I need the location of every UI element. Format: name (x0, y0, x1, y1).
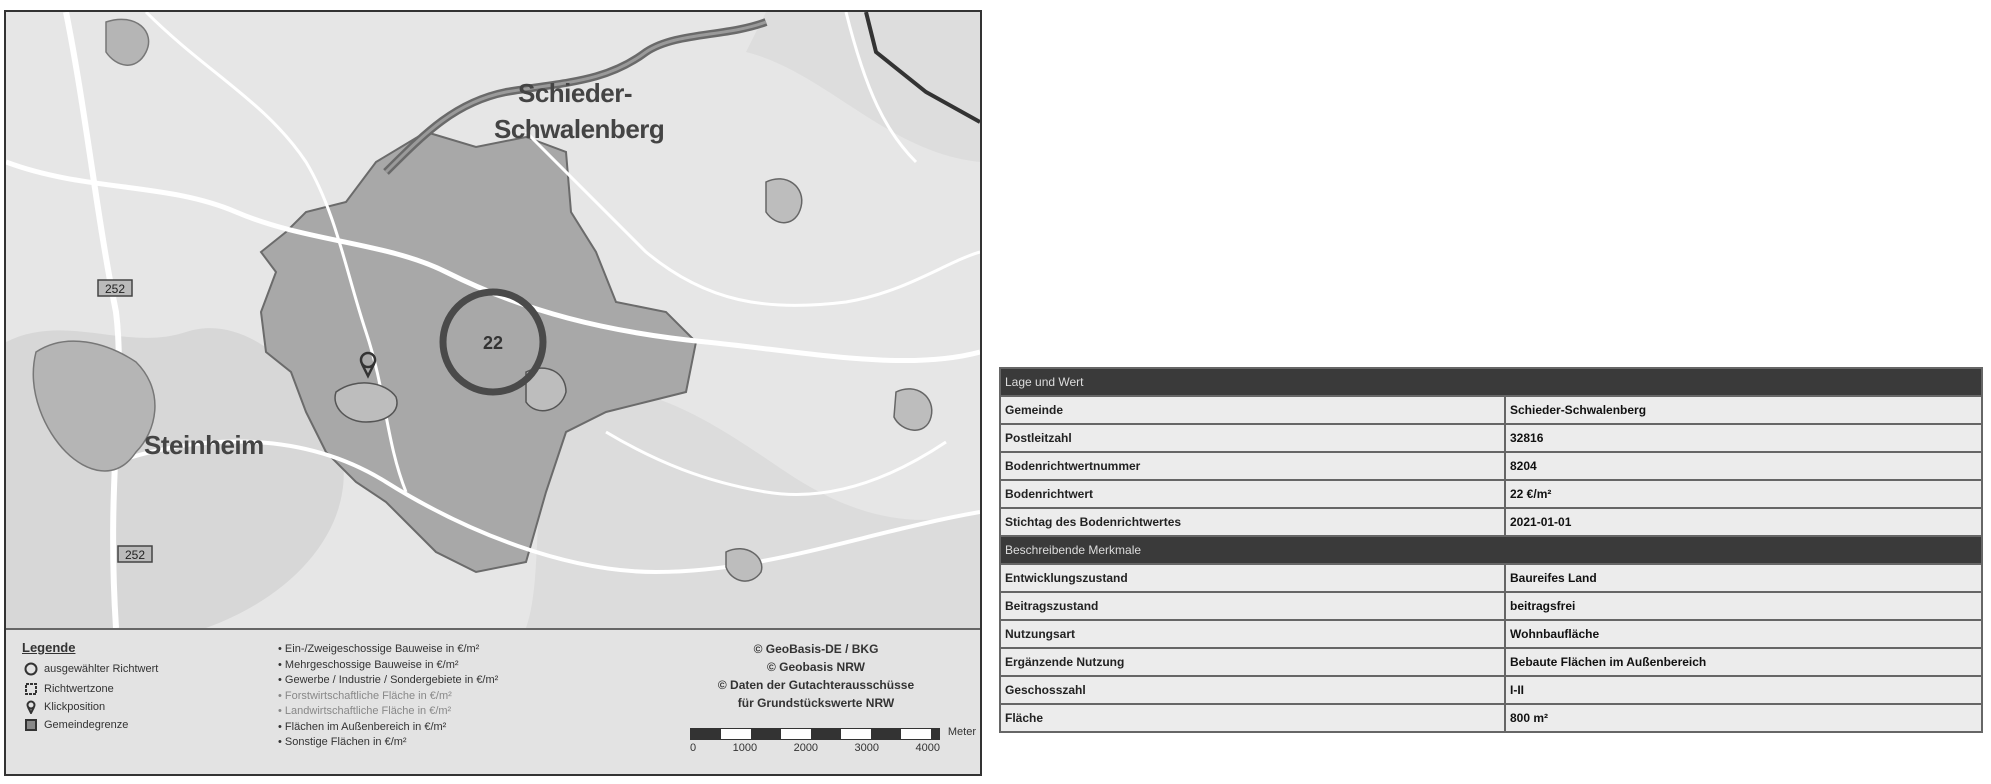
scale-tick: 0 (690, 742, 697, 754)
row-value: beitragsfrei (1505, 592, 1982, 620)
legend-label: Gemeindegrenze (44, 719, 129, 731)
row-value: 800 m² (1505, 704, 1982, 732)
legend-item-boundary (24, 718, 128, 732)
table-row (1000, 480, 1982, 508)
price-category: • Ein-/Zweigeschossige Bauweise in €/m² (278, 642, 498, 658)
scale-tick: 4000 (915, 742, 940, 754)
legend-price-categories (278, 642, 498, 751)
map-credits (666, 640, 966, 712)
scale-bar (690, 726, 976, 754)
row-label: Postleitzahl (1000, 424, 1505, 452)
map-legend (6, 628, 980, 774)
place-label-schieder-line1: Schieder- (518, 78, 632, 108)
scale-unit: Meter (947, 726, 976, 738)
legend-item-click (24, 700, 105, 714)
row-value: 8204 (1505, 452, 1982, 480)
scale-bar-graphic (690, 728, 940, 740)
scale-tick: 1000 (732, 742, 758, 754)
price-category: • Flächen im Außenbereich in €/m² (278, 720, 498, 736)
place-label-schieder-line2: Schwalenberg (494, 114, 665, 144)
row-label: Beitragszustand (1000, 592, 1505, 620)
row-label: Bodenrichtwert (1000, 480, 1505, 508)
legend-item-selected (24, 662, 158, 676)
row-label: Bodenrichtwertnummer (1000, 452, 1505, 480)
legend-label: ausgewählter Richtwert (44, 663, 159, 675)
legend-label: Richtwertzone (44, 683, 114, 695)
table-row (1000, 648, 1982, 676)
legend-label: Klickposition (44, 701, 106, 713)
section-title: Beschreibende Merkmale (1000, 536, 1982, 564)
row-value: Baureifes Land (1505, 564, 1982, 592)
map-canvas[interactable] (6, 12, 980, 628)
road-shield-label: 252 (104, 282, 126, 296)
zone-icon (24, 682, 38, 696)
section-header (1000, 368, 1982, 396)
zone-value-label: 22 (482, 333, 504, 353)
pin-icon (24, 700, 38, 714)
table-row (1000, 620, 1982, 648)
row-label: Geschosszahl (1000, 676, 1505, 704)
table-row (1000, 704, 1982, 732)
table-row (1000, 424, 1982, 452)
row-value: 22 €/m² (1505, 480, 1982, 508)
scale-tick: 2000 (793, 742, 819, 754)
row-label: Nutzungsart (1000, 620, 1505, 648)
boundary-icon (24, 718, 38, 732)
table-row (1000, 508, 1982, 536)
table-row (1000, 396, 1982, 424)
row-label: Stichtag des Bodenrichtwertes (1000, 508, 1505, 536)
row-value: 32816 (1505, 424, 1982, 452)
legend-title: Legende (22, 640, 76, 655)
row-label: Entwicklungszustand (1000, 564, 1505, 592)
credit-line: © Geobasis NRW (767, 660, 865, 674)
credit-line: © Daten der Gutachterausschüsse (717, 678, 915, 692)
row-label: Fläche (1000, 704, 1505, 732)
row-value: 2021-01-01 (1505, 508, 1982, 536)
map-panel[interactable] (4, 10, 982, 776)
credit-line: für Grundstückswerte NRW (737, 696, 895, 710)
row-label: Ergänzende Nutzung (1000, 648, 1505, 676)
price-category: • Landwirtschaftliche Fläche in €/m² (278, 704, 498, 720)
settlement (106, 19, 149, 65)
row-value: Schieder-Schwalenberg (1505, 396, 1982, 424)
scale-tick: 3000 (854, 742, 880, 754)
price-category: • Mehrgeschossige Bauweise in €/m² (278, 658, 498, 674)
table-row (1000, 564, 1982, 592)
credit-line: © GeoBasis-DE / BKG (753, 642, 879, 656)
row-label: Gemeinde (1000, 396, 1505, 424)
price-category: • Sonstige Flächen in €/m² (278, 735, 498, 751)
price-category: • Gewerbe / Industrie / Sondergebiete in €/m² (278, 673, 498, 689)
row-value: I-II (1505, 676, 1982, 704)
land-value-info-table (999, 367, 1983, 733)
table-row (1000, 452, 1982, 480)
table-row (1000, 592, 1982, 620)
section-header (1000, 536, 1982, 564)
road-shield-label: 252 (124, 548, 146, 562)
row-value: Bebaute Flächen im Außenbereich (1505, 648, 1982, 676)
price-category: • Forstwirtschaftliche Fläche in €/m² (278, 689, 498, 705)
row-value: Wohnbaufläche (1505, 620, 1982, 648)
section-title: Lage und Wert (1000, 368, 1982, 396)
settlement (766, 179, 802, 223)
table-row (1000, 676, 1982, 704)
circle-icon (24, 662, 38, 676)
legend-item-zone (24, 682, 114, 696)
place-label-steinheim: Steinheim (144, 430, 264, 460)
